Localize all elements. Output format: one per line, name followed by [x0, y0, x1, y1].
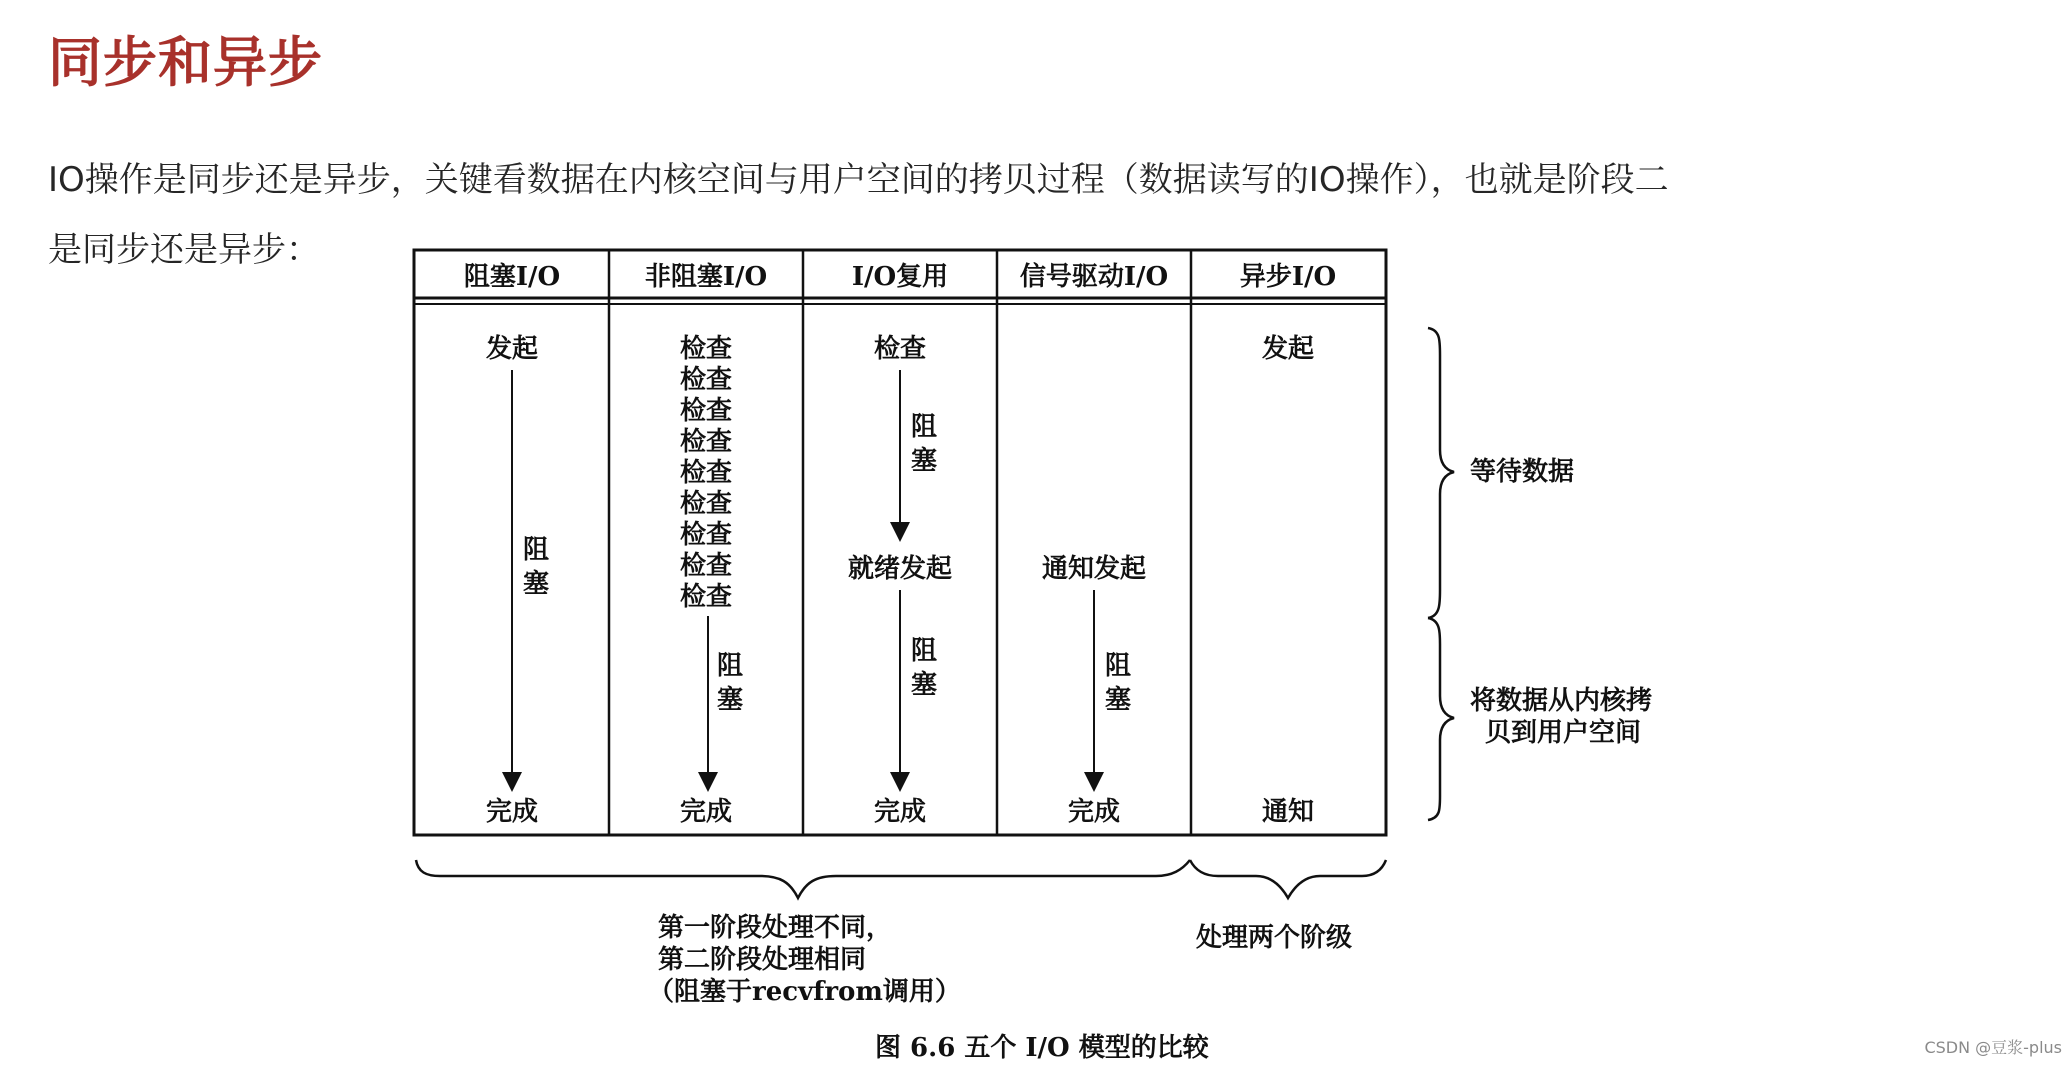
brace-wait — [1428, 328, 1454, 618]
phase-copy-label-2: 贝到用户空间 — [1485, 718, 1642, 748]
paragraph-line-2: 是同步还是异步： — [48, 230, 320, 270]
brace-async — [1190, 860, 1386, 898]
col3-mid: 就绪发起 — [847, 554, 953, 584]
paragraph-line-1: IO操作是同步还是异步，关键看数据在内核空间与用户空间的拷贝过程（数据读写的IO操作），也就是阶段二 — [48, 160, 1669, 200]
col4-end: 完成 — [1067, 797, 1121, 827]
header-nonblocking-io: 非阻塞I/O — [644, 262, 768, 292]
io-models-diagram — [400, 240, 1710, 1066]
bottom-left-line-2: 第二阶段处理相同 — [658, 945, 867, 975]
col2-check: 检查 — [679, 458, 733, 488]
io-models-figure — [400, 240, 1710, 1066]
col1-block-2: 塞 — [522, 569, 550, 599]
col3-block2-1: 阻 — [910, 636, 938, 666]
page-heading: 同步和异步 — [48, 31, 323, 94]
col3-block2-2: 塞 — [910, 670, 938, 700]
col2-check: 检查 — [679, 520, 733, 550]
header-signal-driven-io: 信号驱动I/O — [1019, 262, 1169, 292]
phase-wait-label: 等待数据 — [1470, 457, 1575, 487]
col2-block-2: 塞 — [716, 685, 744, 715]
col3-block1-2: 塞 — [910, 446, 938, 476]
brace-first-four — [416, 860, 1190, 898]
col3-block1-1: 阻 — [910, 412, 938, 442]
bottom-left-line-1: 第一阶段处理不同， — [658, 913, 893, 943]
col2-check: 检查 — [679, 427, 733, 457]
col3-start: 检查 — [873, 334, 927, 364]
brace-copy — [1428, 618, 1454, 820]
col2-check: 检查 — [679, 582, 733, 612]
col4-mid: 通知发起 — [1041, 554, 1147, 584]
col2-block-1: 阻 — [716, 651, 744, 681]
col1-block-1: 阻 — [522, 535, 550, 565]
col2-check: 检查 — [679, 396, 733, 426]
phase-copy-label-1: 将数据从内核拷 — [1470, 686, 1653, 716]
col2-check: 检查 — [679, 334, 733, 364]
col4-block-1: 阻 — [1104, 651, 1132, 681]
col2-check: 检查 — [679, 551, 733, 581]
col2-check: 检查 — [679, 489, 733, 519]
col4-block-2: 塞 — [1104, 685, 1132, 715]
header-io-multiplexing: I/O复用 — [851, 262, 949, 292]
col5-start: 发起 — [1261, 334, 1315, 364]
col1-end: 完成 — [485, 797, 539, 827]
col5-end: 通知 — [1261, 797, 1315, 827]
col3-end: 完成 — [873, 797, 927, 827]
bottom-right-label: 处理两个阶级 — [1196, 923, 1353, 953]
header-async-io: 异步I/O — [1239, 262, 1337, 292]
bottom-left-line-3: （阻塞于recvfrom调用） — [648, 977, 961, 1007]
col1-start: 发起 — [485, 334, 539, 364]
header-blocking-io: 阻塞I/O — [463, 262, 561, 292]
col2-end: 完成 — [679, 797, 733, 827]
watermark: CSDN @豆浆-plus — [1924, 1038, 2062, 1057]
figure-caption: 图 6.6 五个 I/O 模型的比较 — [875, 1033, 1209, 1063]
col2-check: 检查 — [679, 365, 733, 395]
